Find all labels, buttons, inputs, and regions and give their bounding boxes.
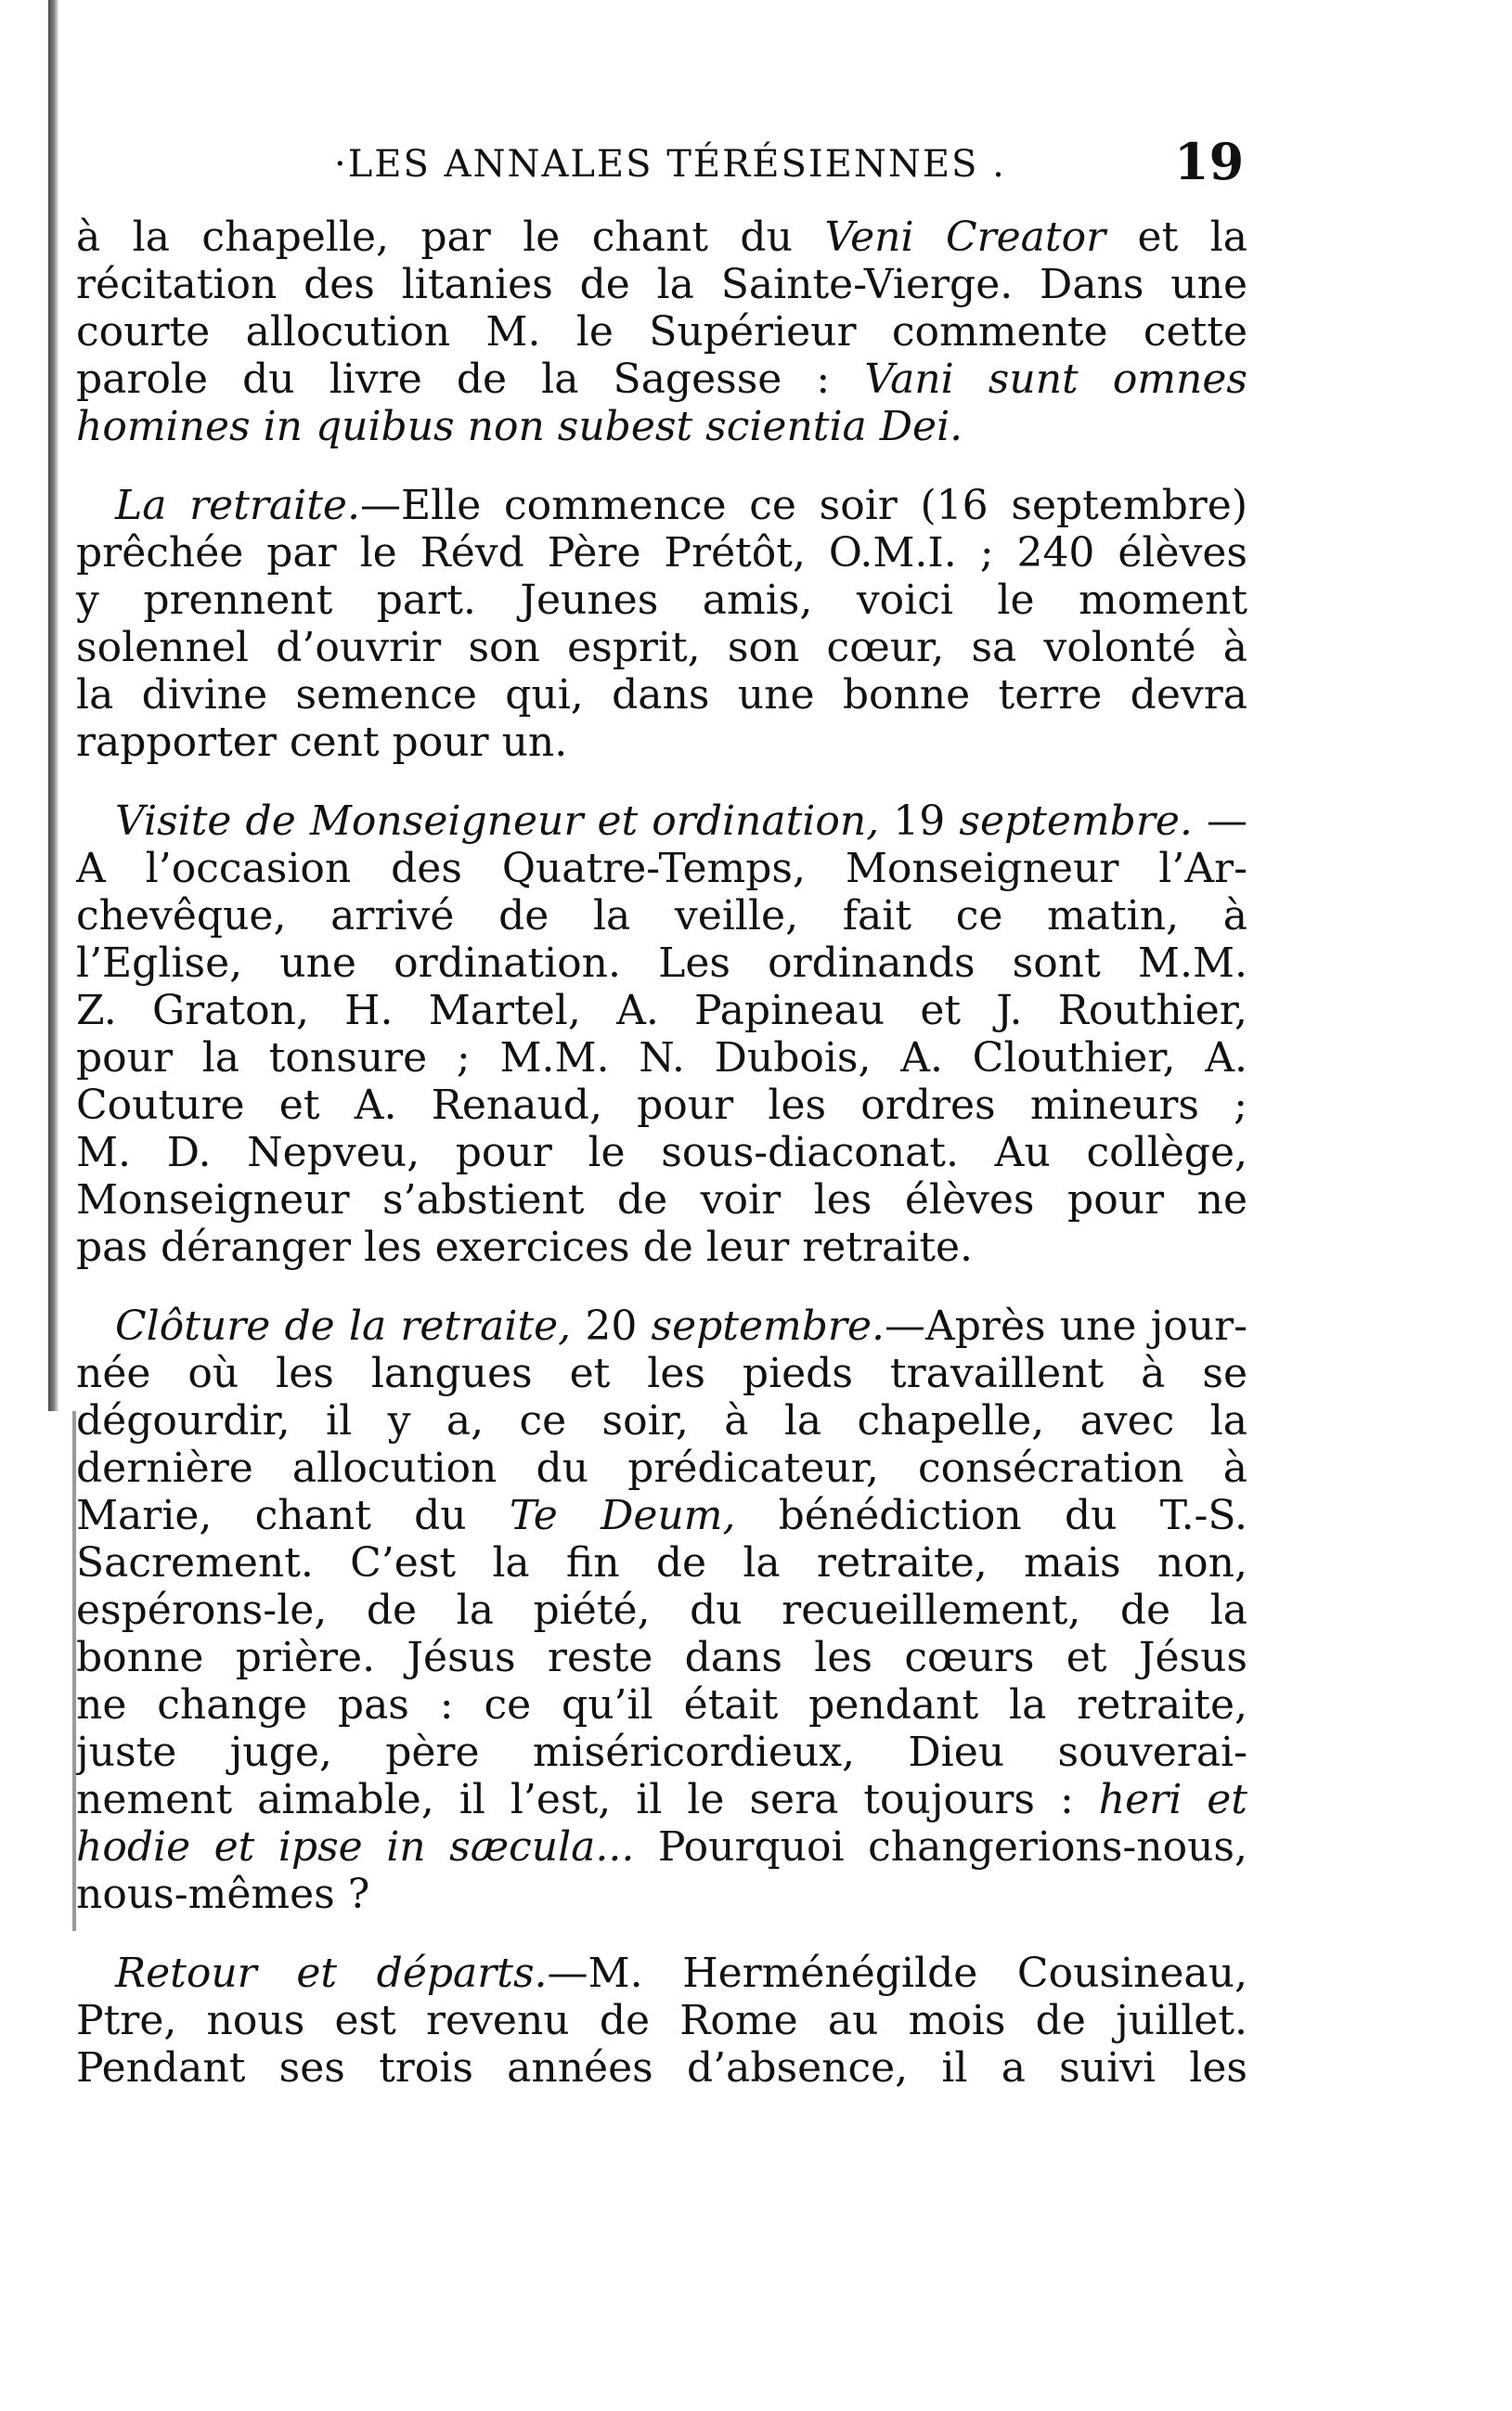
page-binding-edge [48, 0, 59, 1411]
text-line [76, 1776, 1247, 1823]
text-segment: dernière allocution du prédicateur, consécration à [76, 1445, 1247, 1492]
text-segment: espérons-le, de la piété, du recueillement, de la [76, 1587, 1247, 1634]
text-line [76, 1176, 1247, 1224]
text-segment: 19 [879, 797, 960, 845]
italic-text: Visite de Monseigneur et ordination, [115, 797, 880, 845]
body-text [76, 214, 1247, 2092]
text-segment: parole du livre de la Sagesse : [76, 356, 865, 403]
paragraph [76, 1303, 1247, 1918]
text-segment: rapporter cent pour un. [76, 719, 568, 766]
text-line [76, 1303, 1247, 1350]
paragraph-gap [76, 450, 1247, 482]
paragraph-gap [76, 766, 1247, 797]
text-line [76, 1224, 1247, 1271]
italic-text: Veni Creator [824, 214, 1106, 261]
text-segment: juste juge, père miséricordieux, Dieu souverai- [76, 1729, 1247, 1776]
text-segment: Couture et A. Renaud, pour les ordres mineurs ; [76, 1082, 1247, 1129]
text-line [76, 1492, 1247, 1539]
paragraph-gap [76, 1271, 1247, 1303]
italic-text: Te Deum, [509, 1492, 736, 1539]
text-segment: Pendant ses trois années d’absence, il a suivi les [76, 2044, 1247, 2092]
text-segment: —Après une jour- [884, 1303, 1247, 1350]
text-line [76, 1397, 1247, 1445]
text-segment: Z. Graton, H. Martel, A. Papineau et J. Routhier, [76, 987, 1247, 1034]
text-line [76, 1950, 1247, 1997]
text-segment: prêchée par le Révd Père Prétôt, O.M.I. ; 240 élèves [76, 529, 1247, 577]
text-segment: solennel d’ouvrir son esprit, son cœur, sa volonté à [76, 624, 1247, 671]
italic-text: La retraite. [115, 482, 360, 529]
running-title: ·LES ANNALES TÉRÉSIENNES . [334, 143, 1006, 186]
text-line [76, 577, 1247, 624]
text-segment: et la [1105, 214, 1247, 261]
paragraph [76, 482, 1247, 766]
text-line [76, 1129, 1247, 1176]
italic-text: septembre. [959, 797, 1193, 845]
italic-text: hodie et ipse in sæcula... [76, 1823, 635, 1871]
text-line [76, 1539, 1247, 1587]
text-line [76, 356, 1247, 403]
text-line [76, 2044, 1247, 2092]
text-segment: —M. Herménégilde Cousineau, [547, 1950, 1247, 1997]
text-line [76, 845, 1247, 892]
text-line [76, 308, 1247, 356]
text-segment: pas déranger les exercices de leur retraite. [76, 1224, 974, 1271]
paragraph [76, 797, 1247, 1271]
text-segment: née où les langues et les pieds travaillent à se [76, 1350, 1247, 1397]
text-segment: bénédiction du T.-S. [735, 1492, 1247, 1539]
text-line [76, 1997, 1247, 2044]
text-line [76, 1034, 1247, 1082]
text-segment: M. D. Nepveu, pour le sous-diaconat. Au collège, [76, 1129, 1247, 1176]
paragraph [76, 1950, 1247, 2092]
italic-text: Clôture de la retraite, [115, 1303, 572, 1350]
text-segment: récitation des litanies de la Sainte-Vierge. Dans une [76, 261, 1247, 308]
text-line [76, 671, 1247, 719]
text-line [76, 403, 1247, 450]
page-header [334, 132, 1262, 193]
text-line [76, 892, 1247, 940]
text-segment: Sacrement. C’est la fin de la retraite, mais non, [76, 1539, 1247, 1587]
paragraph-gap [76, 1918, 1247, 1950]
text-line [76, 987, 1247, 1034]
italic-text: septembre. [651, 1303, 885, 1350]
text-line [76, 940, 1247, 987]
text-segment: —Elle commence ce soir (16 septembre) [359, 482, 1247, 529]
text-line [76, 1729, 1247, 1776]
text-line [76, 1445, 1247, 1492]
text-segment: nous-mêmes ? [76, 1871, 370, 1918]
italic-text: heri et [1098, 1776, 1247, 1823]
text-line [76, 1871, 1247, 1918]
text-line [76, 482, 1247, 529]
text-line [76, 214, 1247, 261]
text-segment: A l’occasion des Quatre-Temps, Monseigneur l’Ar- [76, 845, 1247, 892]
text-segment: pour la tonsure ; M.M. N. Dubois, A. Clouthier, A. [76, 1034, 1247, 1082]
italic-text: Retour et départs. [115, 1950, 548, 1997]
text-segment: Pourquoi changerions-nous, [634, 1823, 1247, 1871]
text-segment: chevêque, arrivé de la veille, fait ce matin, à [76, 892, 1247, 940]
text-segment: nement aimable, il l’est, il le sera toujours : [76, 1776, 1099, 1823]
text-segment: ne change pas : ce qu’il était pendant la retraite, [76, 1681, 1247, 1729]
text-segment: y prennent part. Jeunes amis, voici le moment [76, 577, 1247, 624]
paragraph [76, 214, 1247, 450]
text-line [76, 1634, 1247, 1681]
text-segment: 20 [571, 1303, 652, 1350]
text-line [76, 1350, 1247, 1397]
text-segment: courte allocution M. le Supérieur commente cette [76, 308, 1247, 356]
text-segment: dégourdir, il y a, ce soir, à la chapelle, avec la [76, 1397, 1247, 1445]
text-line [76, 1587, 1247, 1634]
text-line [76, 1681, 1247, 1729]
text-segment: l’Eglise, une ordination. Les ordinands sont M.M. [76, 940, 1247, 987]
text-segment: bonne prière. Jésus reste dans les cœurs et Jésus [76, 1634, 1247, 1681]
text-line [76, 797, 1247, 845]
text-line [76, 261, 1247, 308]
text-line [76, 719, 1247, 766]
text-segment: Marie, chant du [76, 1492, 510, 1539]
text-segment: Monseigneur s’abstient de voir les élèves pour ne [76, 1176, 1247, 1224]
text-segment: à la chapelle, par le chant du [76, 214, 825, 261]
text-line [76, 529, 1247, 577]
italic-text: homines in quibus non subest scientia Dei. [76, 403, 963, 450]
text-line [76, 1082, 1247, 1129]
text-segment: la divine semence qui, dans une bonne terre devra [76, 671, 1247, 719]
text-line [76, 624, 1247, 671]
text-line [76, 1823, 1247, 1871]
italic-text: Vani sunt omnes [864, 356, 1247, 403]
page-number: 19 [1174, 132, 1245, 191]
text-segment: — [1192, 797, 1247, 845]
text-segment: Ptre, nous est revenu de Rome au mois de juillet. [76, 1997, 1247, 2044]
